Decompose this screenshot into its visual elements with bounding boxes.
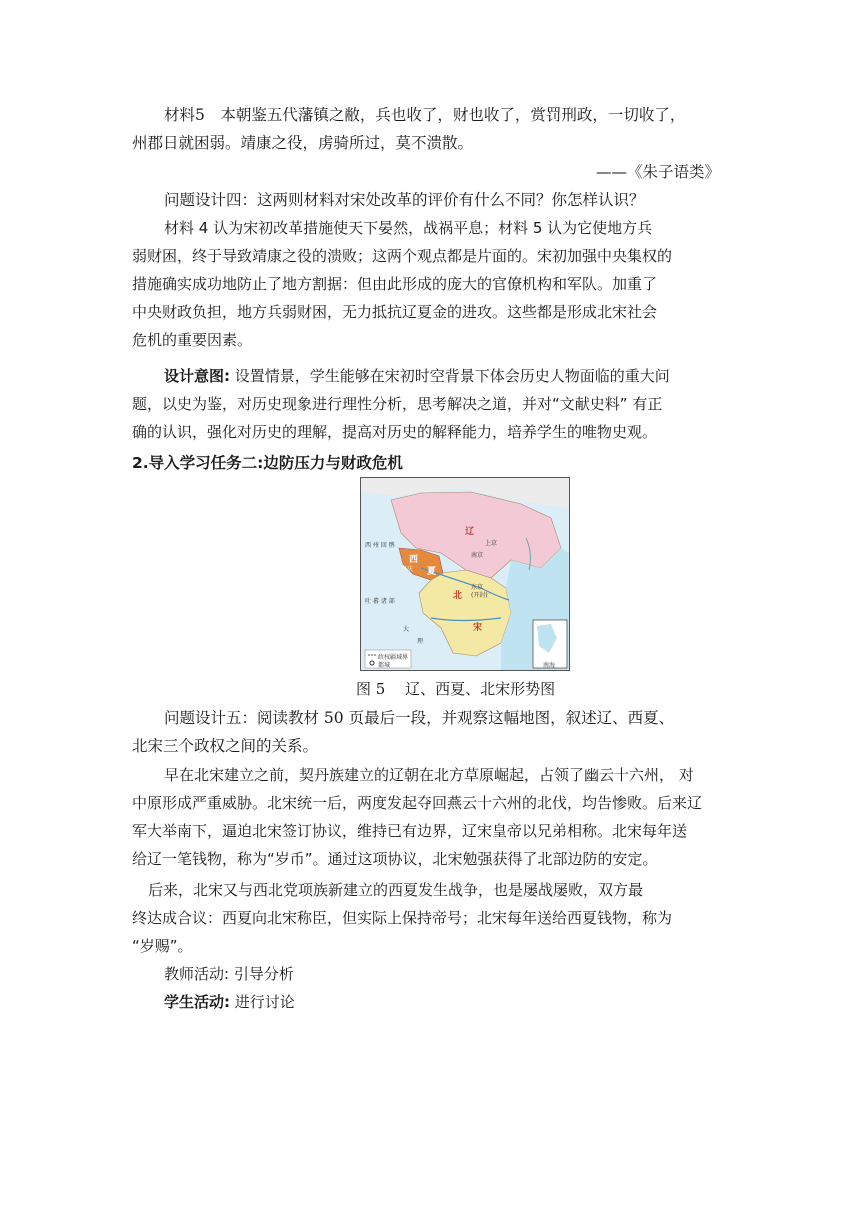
question5-line2: 北宋三个政权之间的关系。 bbox=[132, 737, 319, 755]
figure-caption: 图 5 辽、西夏、北宋形势图 bbox=[356, 680, 556, 698]
design-intent-line2: 题，以史为鉴，对历史现象进行理性分析，思考解决之道，并对“文献史料” 有正 bbox=[132, 395, 663, 413]
design-intent-label: 设计意图: bbox=[164, 367, 230, 385]
teacher-activity-label: 教师活动: bbox=[164, 965, 230, 983]
material5-line2: 州郡日就困弱。靖康之役，虏骑所过，莫不溃散。 bbox=[132, 134, 474, 152]
map-label-bei: 北 bbox=[453, 591, 463, 601]
question4: 问题设计四：这两则材料对宋处改革的评价有什么不同？你怎样认识？ bbox=[164, 191, 645, 209]
section-heading: 2.导入学习任务二:边防压力与财政危机 bbox=[132, 454, 403, 472]
map-label-song: 宋 bbox=[473, 623, 483, 633]
answer4-line: 措施确实成功地防止了地方割据：但由此形成的庞大的官僚机构和军队。加重了 bbox=[132, 275, 658, 293]
map-label-li: 理 bbox=[417, 638, 424, 645]
map-label-liao: 辽 bbox=[465, 527, 475, 537]
answer5-line: 军大举南下，逼迫北宋签订协议，维持已有边界，辽宋皇帝以兄弟相称。北宋每年送 bbox=[132, 822, 688, 840]
map-svg bbox=[361, 478, 569, 670]
map-label-xi: 西 bbox=[409, 555, 419, 565]
map-label-legend2: 都城 bbox=[378, 662, 391, 669]
design-intent-text: 设置情景，学生能够在宋初时空背景下体会历史人物面临的重大问 bbox=[230, 367, 670, 385]
map-label-xia: 夏 bbox=[427, 567, 437, 577]
map-figure bbox=[360, 477, 570, 671]
map-label-xingqing: 兴庆 bbox=[401, 566, 414, 573]
map-label-kaifeng: (开封) bbox=[471, 592, 488, 599]
map-label-tubo: 吐 蕃 诸 部 bbox=[365, 598, 395, 605]
answer4-line: 危机的重要因素。 bbox=[132, 331, 253, 349]
answer5-line: 给辽一笔钱物，称为“岁币”。通过这项协议，北宋勉强获得了北部边防的安定。 bbox=[132, 850, 658, 868]
map-label-dongjing: 东京 bbox=[471, 584, 484, 591]
map-label-xizhou: 西 州 回 鹘 bbox=[365, 542, 395, 549]
answer5-line: 中原形成严重威胁。北宋统一后，两度发起夺回燕云十六州的北伐，均告惨败。后来辽 bbox=[132, 794, 703, 812]
answer5-line: 早在北宋建立之前，契丹族建立的辽朝在北方草原崛起，占领了幽云十六州， 对 bbox=[164, 766, 694, 784]
question5-line1: 问题设计五：阅读教材 50 页最后一段，并观察这幅地图，叙述辽、西夏、 bbox=[164, 709, 675, 727]
student-activity-label: 学生活动: bbox=[164, 993, 230, 1011]
answer5b-line: “岁赐”。 bbox=[132, 937, 193, 955]
design-intent-line3: 确的认识，强化对历史的理解，提高对历史的解释能力，培养学生的唯物史观。 bbox=[132, 423, 658, 441]
map-label-inset: 南海 bbox=[543, 662, 556, 669]
answer4-line: 中央财政负担，地方兵弱财困，无力抵抗辽夏金的进攻。这些都是形成北宋社会 bbox=[132, 303, 658, 321]
map-label-shangjing: 上京 bbox=[485, 540, 498, 547]
student-activity-text: 进行讨论 bbox=[230, 993, 295, 1011]
teacher-activity bbox=[164, 964, 768, 984]
teacher-activity-text: 引导分析 bbox=[229, 965, 294, 983]
material5-line1: 材料5 本朝鉴五代藩镇之敝，兵也收了，财也收了，赏罚刑政，一切收了， bbox=[164, 106, 686, 124]
map-label-legend1: 政权疆域界 bbox=[378, 654, 409, 661]
answer5b-line: 终达成合议：西夏向北宋称臣，但实际上保持帝号；北宋每年送给西夏钱物，称为 bbox=[132, 909, 673, 927]
material5-source: ——《朱子语类》 bbox=[595, 163, 720, 181]
student-activity bbox=[164, 992, 768, 1012]
answer5b-line: 后来，北宋又与西北党项族新建立的西夏发生战争，也是屡战屡败，双方最 bbox=[148, 881, 644, 899]
answer4-line: 材料 4 认为宋初改革措施使天下晏然，战祸平息；材料 5 认为它使地方兵 bbox=[164, 219, 653, 237]
map-label-da: 大 bbox=[403, 626, 410, 633]
design-intent-line1 bbox=[164, 366, 768, 386]
map-label-nanjing: 南京 bbox=[471, 552, 484, 559]
answer4-line: 弱财困，终于导致靖康之役的溃败；这两个观点都是片面的。宋初加强中央集权的 bbox=[132, 247, 673, 265]
legend-capital-symbol bbox=[370, 661, 374, 665]
